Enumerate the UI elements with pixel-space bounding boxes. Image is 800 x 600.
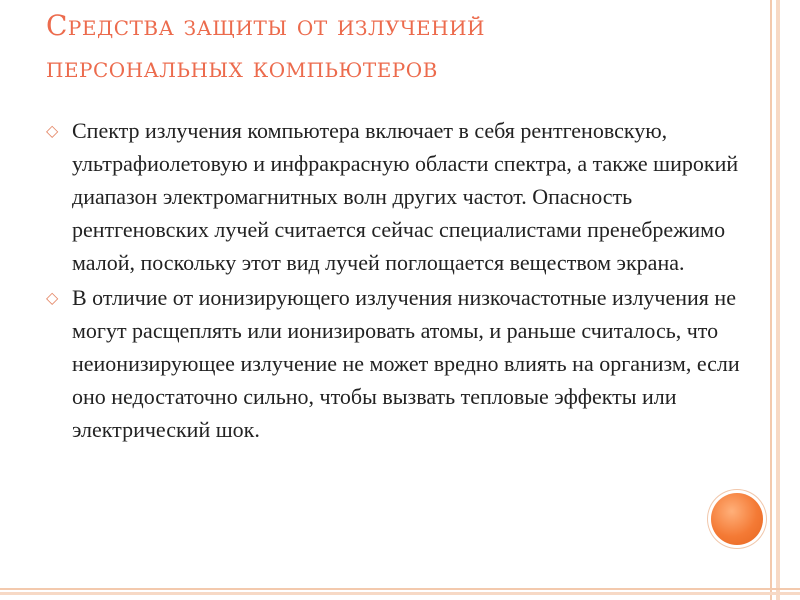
- frame-line-horizontal-outer: [0, 592, 800, 595]
- slide-title-line2: персональных компьютеров: [46, 51, 438, 84]
- frame-line-vertical-outer: [776, 0, 780, 600]
- bullet-list: [46, 114, 746, 448]
- bullet-item: [46, 281, 746, 446]
- diamond-bullet-icon: ◇: [46, 288, 59, 307]
- orange-circle-decoration: [711, 493, 763, 545]
- bullet-text: Спектр излучения компьютера включает в себя рентгеновскую, ультрафиолетовую и инфракрасную области спектра, а также широкий диапазон электромагнитных волн других частот. Опасность рентгеновских лучей считается сейчас специалистами пренебрежимо малой, поскольку этот вид лучей поглощается веществом экрана.: [72, 118, 739, 275]
- frame-line-vertical: [770, 0, 772, 600]
- bullet-text: В отличие от ионизирующего излучения низкочастотные излучения не могут расщеплять или ионизировать атомы, и раньше считалось, что неионизирующее излучение не может вредно влиять на организм, если оно недостаточно сильно, чтобы вызвать тепловые эффекты или электрический шок.: [72, 285, 740, 442]
- slide-title-line1: Средства защиты от излучений: [46, 9, 485, 42]
- diamond-bullet-icon: ◇: [46, 121, 59, 140]
- frame-line-horizontal: [0, 588, 800, 590]
- bullet-item: [46, 114, 746, 279]
- slide-title: [46, 6, 746, 90]
